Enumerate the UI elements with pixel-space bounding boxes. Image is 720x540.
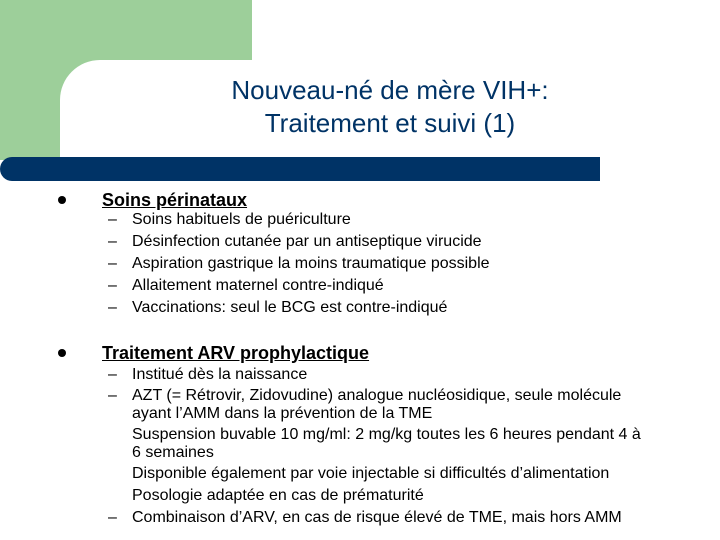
list-item-continuation: ayant l’AMM dans la prévention de la TME	[132, 405, 433, 422]
list-item-continuation: Disponible également par voie injectable si difficultés d’alimentation	[132, 465, 610, 482]
dash-icon: –	[108, 509, 117, 526]
list-item: Désinfection cutanée par un antiseptique virucide	[132, 233, 482, 250]
dash-icon: –	[108, 233, 117, 250]
title-line-1: Nouveau-né de mère VIH+:	[231, 75, 549, 105]
list-item: Allaitement maternel contre-indiqué	[132, 277, 384, 294]
list-item-continuation: Posologie adaptée en cas de prématurité	[132, 487, 424, 504]
title-underline-bar	[0, 157, 600, 181]
list-item-continuation: Suspension buvable 10 mg/ml: 2 mg/kg toutes les 6 heures pendant 4 à	[132, 426, 641, 443]
bullet-dot-icon	[58, 349, 66, 357]
dash-icon: –	[108, 299, 117, 316]
title-line-2: Traitement et suivi (1)	[264, 108, 516, 138]
dash-icon: –	[108, 387, 117, 404]
list-item: Vaccinations: seul le BCG est contre-indiqué	[132, 299, 448, 316]
dash-icon: –	[108, 211, 117, 228]
section-label: Soins périnataux	[102, 190, 248, 210]
list-item: Aspiration gastrique la moins traumatique possible	[132, 255, 490, 272]
list-item: Soins habituels de puériculture	[132, 211, 351, 228]
dash-icon: –	[108, 277, 117, 294]
list-item: Combinaison d’ARV, en cas de risque élevé de TME, mais hors AMM	[132, 509, 622, 526]
slide-title	[150, 74, 630, 140]
bullet-dot-icon	[58, 196, 66, 204]
dash-icon: –	[108, 255, 117, 272]
list-item: AZT (= Rétrovir, Zidovudine) analogue nucléosidique, seule molécule	[132, 387, 622, 404]
section-label: Traitement ARV prophylactique	[102, 343, 370, 363]
list-item-continuation: 6 semaines	[132, 444, 214, 461]
dash-icon: –	[108, 366, 117, 383]
list-item: Institué dès la naissance	[132, 366, 308, 383]
